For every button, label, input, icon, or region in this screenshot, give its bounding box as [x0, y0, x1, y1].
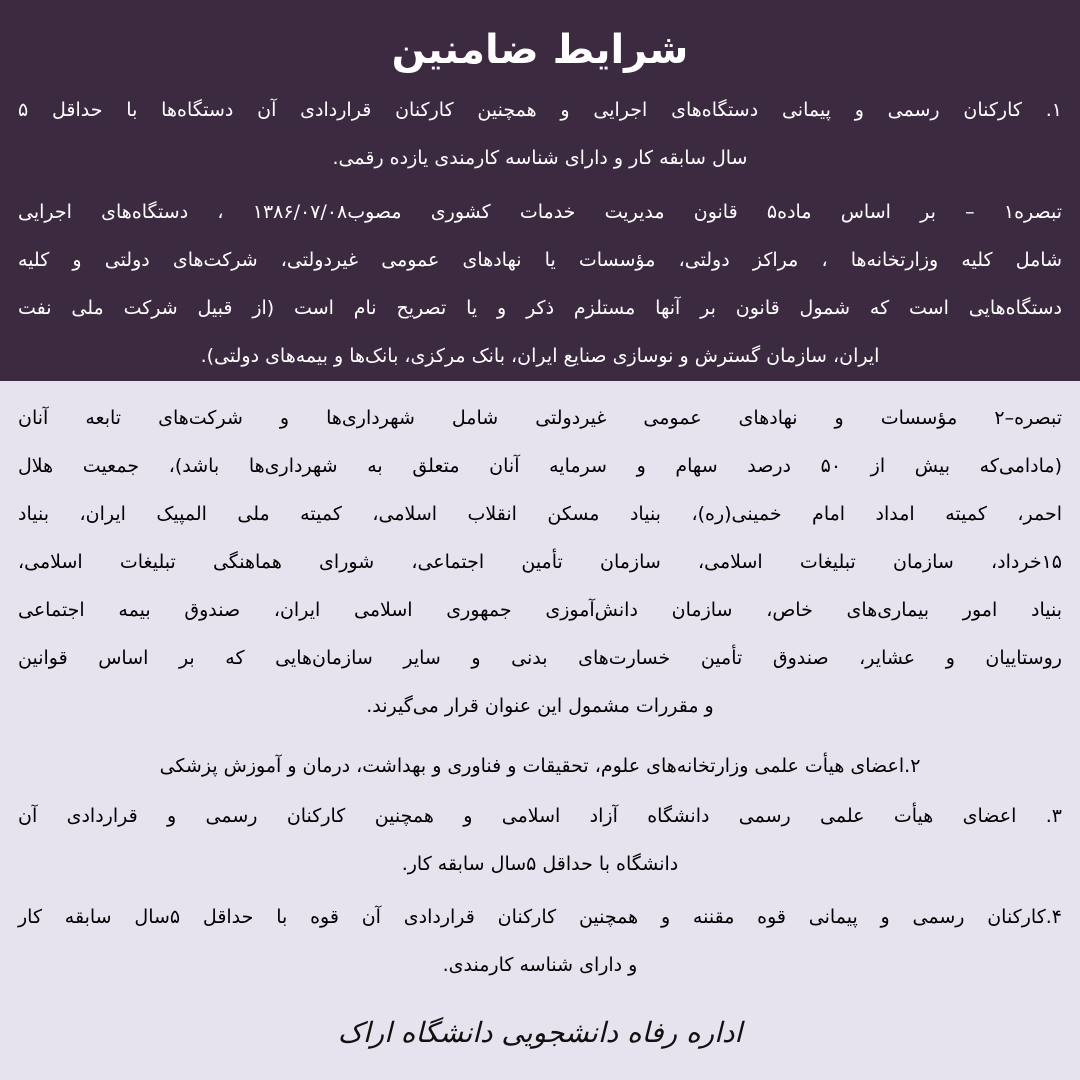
text-line: احمر، کمیته امداد امام خمینی(ره)، بنیاد مسکن انقلاب اسلامی، کمیته ملی المپیک ایران، بنیاد — [18, 503, 1062, 525]
page-title: شرایط ضامنین — [391, 27, 689, 73]
text-line: ۳. اعضای هیأت علمی رسمی دانشگاه آزاد اسلامی و همچنین کارکنان رسمی و قراردادی آن — [18, 805, 1062, 827]
header-panel — [0, 0, 1080, 381]
text-line: ایران، سازمان گسترش و نوسازی صنایع ایران، بانک مرکزی، بانک‌ها و بیمه‌های دولتی). — [200, 345, 880, 367]
guarantor-condition-4 — [18, 893, 1062, 989]
note-1 — [18, 188, 1062, 380]
guarantor-condition-3 — [18, 792, 1062, 888]
text-line: دستگاه‌هایی است که شمول قانون بر آنها مستلزم ذکر و یا تصریح نام است (از قبیل شرکت ملی نفت — [18, 297, 1062, 319]
text-line: روستاییان و عشایر، صندوق تأمین خسارت‌های بدنی و سایر سازمان‌هایی که بر اساس قوانین — [18, 647, 1062, 669]
text-line: سال سابقه کار و دارای شناسه کارمندی یازده رقمی. — [332, 147, 748, 169]
signature-office-name: اداره رفاه دانشجویی دانشگاه اراک — [337, 1016, 743, 1049]
guarantor-condition-1 — [18, 86, 1062, 182]
text-line: ۱. کارکنان رسمی و پیمانی دستگاه‌های اجرایی و همچنین کارکنان قراردادی آن دستگاه‌ها با حداقل ۵ — [18, 99, 1062, 121]
text-line: تبصره۱ – بر اساس ماده۵ قانون مدیریت خدمات کشوری مصوب۱۳۸۶/۰۷/۰۸ ، دستگاه‌های اجرایی — [18, 201, 1063, 223]
text-line: و مقررات مشمول این عنوان قرار می‌گیرند. — [366, 695, 714, 717]
text-line: (مادامی‌که بیش از ۵۰ درصد سهام و سرمایه آنان متعلق به شهرداری‌ها باشد)، جمعیت هلال — [18, 455, 1062, 477]
guarantor-condition-2 — [18, 742, 1062, 790]
text-line: و دارای شناسه کارمندی. — [442, 954, 638, 976]
text-line: ۱۵خرداد، سازمان تبلیغات اسلامی، سازمان تأمین اجتماعی، شورای هماهنگی تبلیغات اسلامی، — [18, 551, 1062, 573]
note-2 — [18, 394, 1062, 730]
text-line: ۴.کارکنان رسمی و پیمانی قوه مقننه و همچنین کارکنان قراردادی آن قوه با حداقل ۵سال سابقه کار — [18, 906, 1062, 928]
text-line: دانشگاه با حداقل ۵سال سابقه کار. — [401, 853, 679, 875]
text-line: شامل کلیه وزارتخانه‌ها ، مراکز دولتی، مؤسسات یا نهادهای عمومی غیردولتی، شرکت‌های دولتی و کلیه — [18, 249, 1062, 271]
text-line: تبصره–۲ مؤسسات و نهادهای عمومی غیردولتی شامل شهرداری‌ها و شرکت‌های تابعه آنان — [18, 407, 1062, 429]
text-line: ۲.اعضای هیأت علمی وزارتخانه‌های علوم، تحقیقات و فناوری و بهداشت، درمان و آموزش پزشکی — [159, 755, 921, 777]
text-line: بنیاد امور بیماری‌های خاص، سازمان دانش‌آموزی جمهوری اسلامی ایران، صندوق بیمه اجتماعی — [18, 599, 1062, 621]
